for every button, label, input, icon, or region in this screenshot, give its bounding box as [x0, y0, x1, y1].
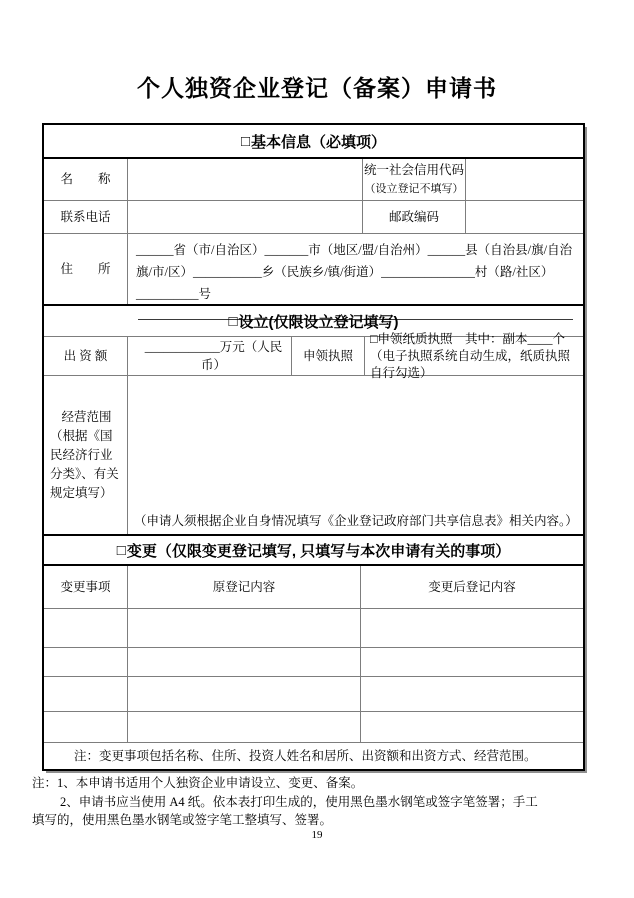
name-input-cell[interactable]	[127, 159, 362, 200]
footnote-line-1: 注：1、本申请书适用个人独资企业申请设立、变更、备案。	[32, 776, 364, 790]
change-after-input-cell[interactable]	[360, 648, 583, 676]
change-table-empty-row	[44, 609, 583, 648]
footnote-line-2: 2、申请书应当使用 A4 纸。依本表打印生成的，使用黑色墨水钢笔或签字笔签署；手工	[60, 794, 538, 809]
address-label: 住 所	[60, 261, 111, 276]
name-row	[44, 159, 583, 201]
change-note: 注：变更事项包括名称、住所、投资人姓名和居所、出资额和出资方式、经营范围。	[74, 748, 537, 763]
change-table-header-row	[44, 566, 583, 609]
change-col-after: 变更后登记内容	[360, 566, 583, 608]
change-item-input-cell[interactable]	[44, 712, 127, 742]
address-row	[44, 234, 583, 306]
change-original-input-cell[interactable]	[127, 648, 360, 676]
change-original-input-cell[interactable]	[127, 609, 360, 647]
phone-row	[44, 201, 583, 234]
scope-input-cell[interactable]	[127, 376, 583, 534]
establishment-section-checkbox[interactable]: □	[228, 312, 238, 330]
change-item-input-cell[interactable]	[44, 648, 127, 676]
scope-label	[44, 376, 127, 534]
license-label: 申领执照	[291, 337, 364, 375]
change-col-original: 原登记内容	[127, 566, 360, 608]
name-label: 名 称	[60, 172, 111, 187]
scope-instruction: （申请人须根据企业自身情况填写《企业登记政府部门共享信息表》相关内容。）	[134, 513, 578, 528]
change-note-row	[44, 743, 583, 769]
postcode-label: 邮政编码	[362, 201, 465, 233]
change-table-empty-row	[44, 648, 583, 677]
change-table-empty-row	[44, 712, 583, 743]
scope-label-note: （根据《国民经济行业分类》、有关规定填写）	[50, 428, 119, 500]
address-input-cell[interactable]	[127, 234, 583, 304]
postcode-input-cell[interactable]	[465, 201, 583, 233]
change-item-input-cell[interactable]	[44, 609, 127, 647]
basic-section-header	[44, 125, 583, 159]
credit-code-label-line2: （设立登记不填写）	[364, 182, 464, 195]
capital-input-cell[interactable]: ____________万元（人民币）	[127, 337, 291, 375]
application-form-table	[42, 123, 585, 771]
change-section-title: 变更（仅限变更登记填写, 只填写与本次申请有关的事项）	[126, 542, 511, 560]
change-item-input-cell[interactable]	[44, 677, 127, 711]
change-after-input-cell[interactable]	[360, 712, 583, 742]
capital-row	[44, 331, 583, 380]
credit-code-label-line1: 统一社会信用代码	[363, 163, 464, 178]
credit-code-label	[362, 159, 465, 200]
change-after-input-cell[interactable]	[360, 609, 583, 647]
change-section-header	[44, 536, 583, 566]
change-original-input-cell[interactable]	[127, 712, 360, 742]
establishment-section-title: 设立(仅限设立登记填写)	[238, 313, 399, 331]
basic-section-title: 基本信息（必填项）	[251, 133, 387, 151]
capital-label: 出 资 额	[63, 348, 108, 363]
change-after-input-cell[interactable]	[360, 677, 583, 711]
credit-code-input-cell[interactable]	[465, 159, 583, 200]
footnote-line-3: 填写的，使用黑色墨水钢笔或签字笔工整填写、签署。	[32, 813, 333, 827]
change-table-empty-row	[44, 677, 583, 712]
basic-section-checkbox[interactable]: □	[240, 132, 251, 150]
change-col-item: 变更事项	[60, 579, 111, 594]
page-title: 个人独资企业登记（备案）申请书	[137, 75, 497, 101]
scope-row	[44, 376, 583, 536]
license-option-cell[interactable]: □申领纸质执照 其中：副本____个（电子执照系统自动生成，纸质执照自行勾选）	[364, 337, 583, 375]
phone-input-cell[interactable]	[127, 201, 362, 233]
change-original-input-cell[interactable]	[127, 677, 360, 711]
scope-label-title: 经营范围	[61, 409, 112, 424]
footnotes	[32, 774, 612, 830]
page-number: 19	[311, 829, 323, 841]
phone-label: 联系电话	[60, 209, 111, 224]
address-template-text: ______省（市/自治区）_______市（地区/盟/自治州）______县（自治县/旗/自治旗/市/区）___________乡（民族乡/镇/街道）_______________村（路/社区）__________号	[136, 243, 573, 301]
change-section-checkbox[interactable]: □	[116, 541, 126, 559]
